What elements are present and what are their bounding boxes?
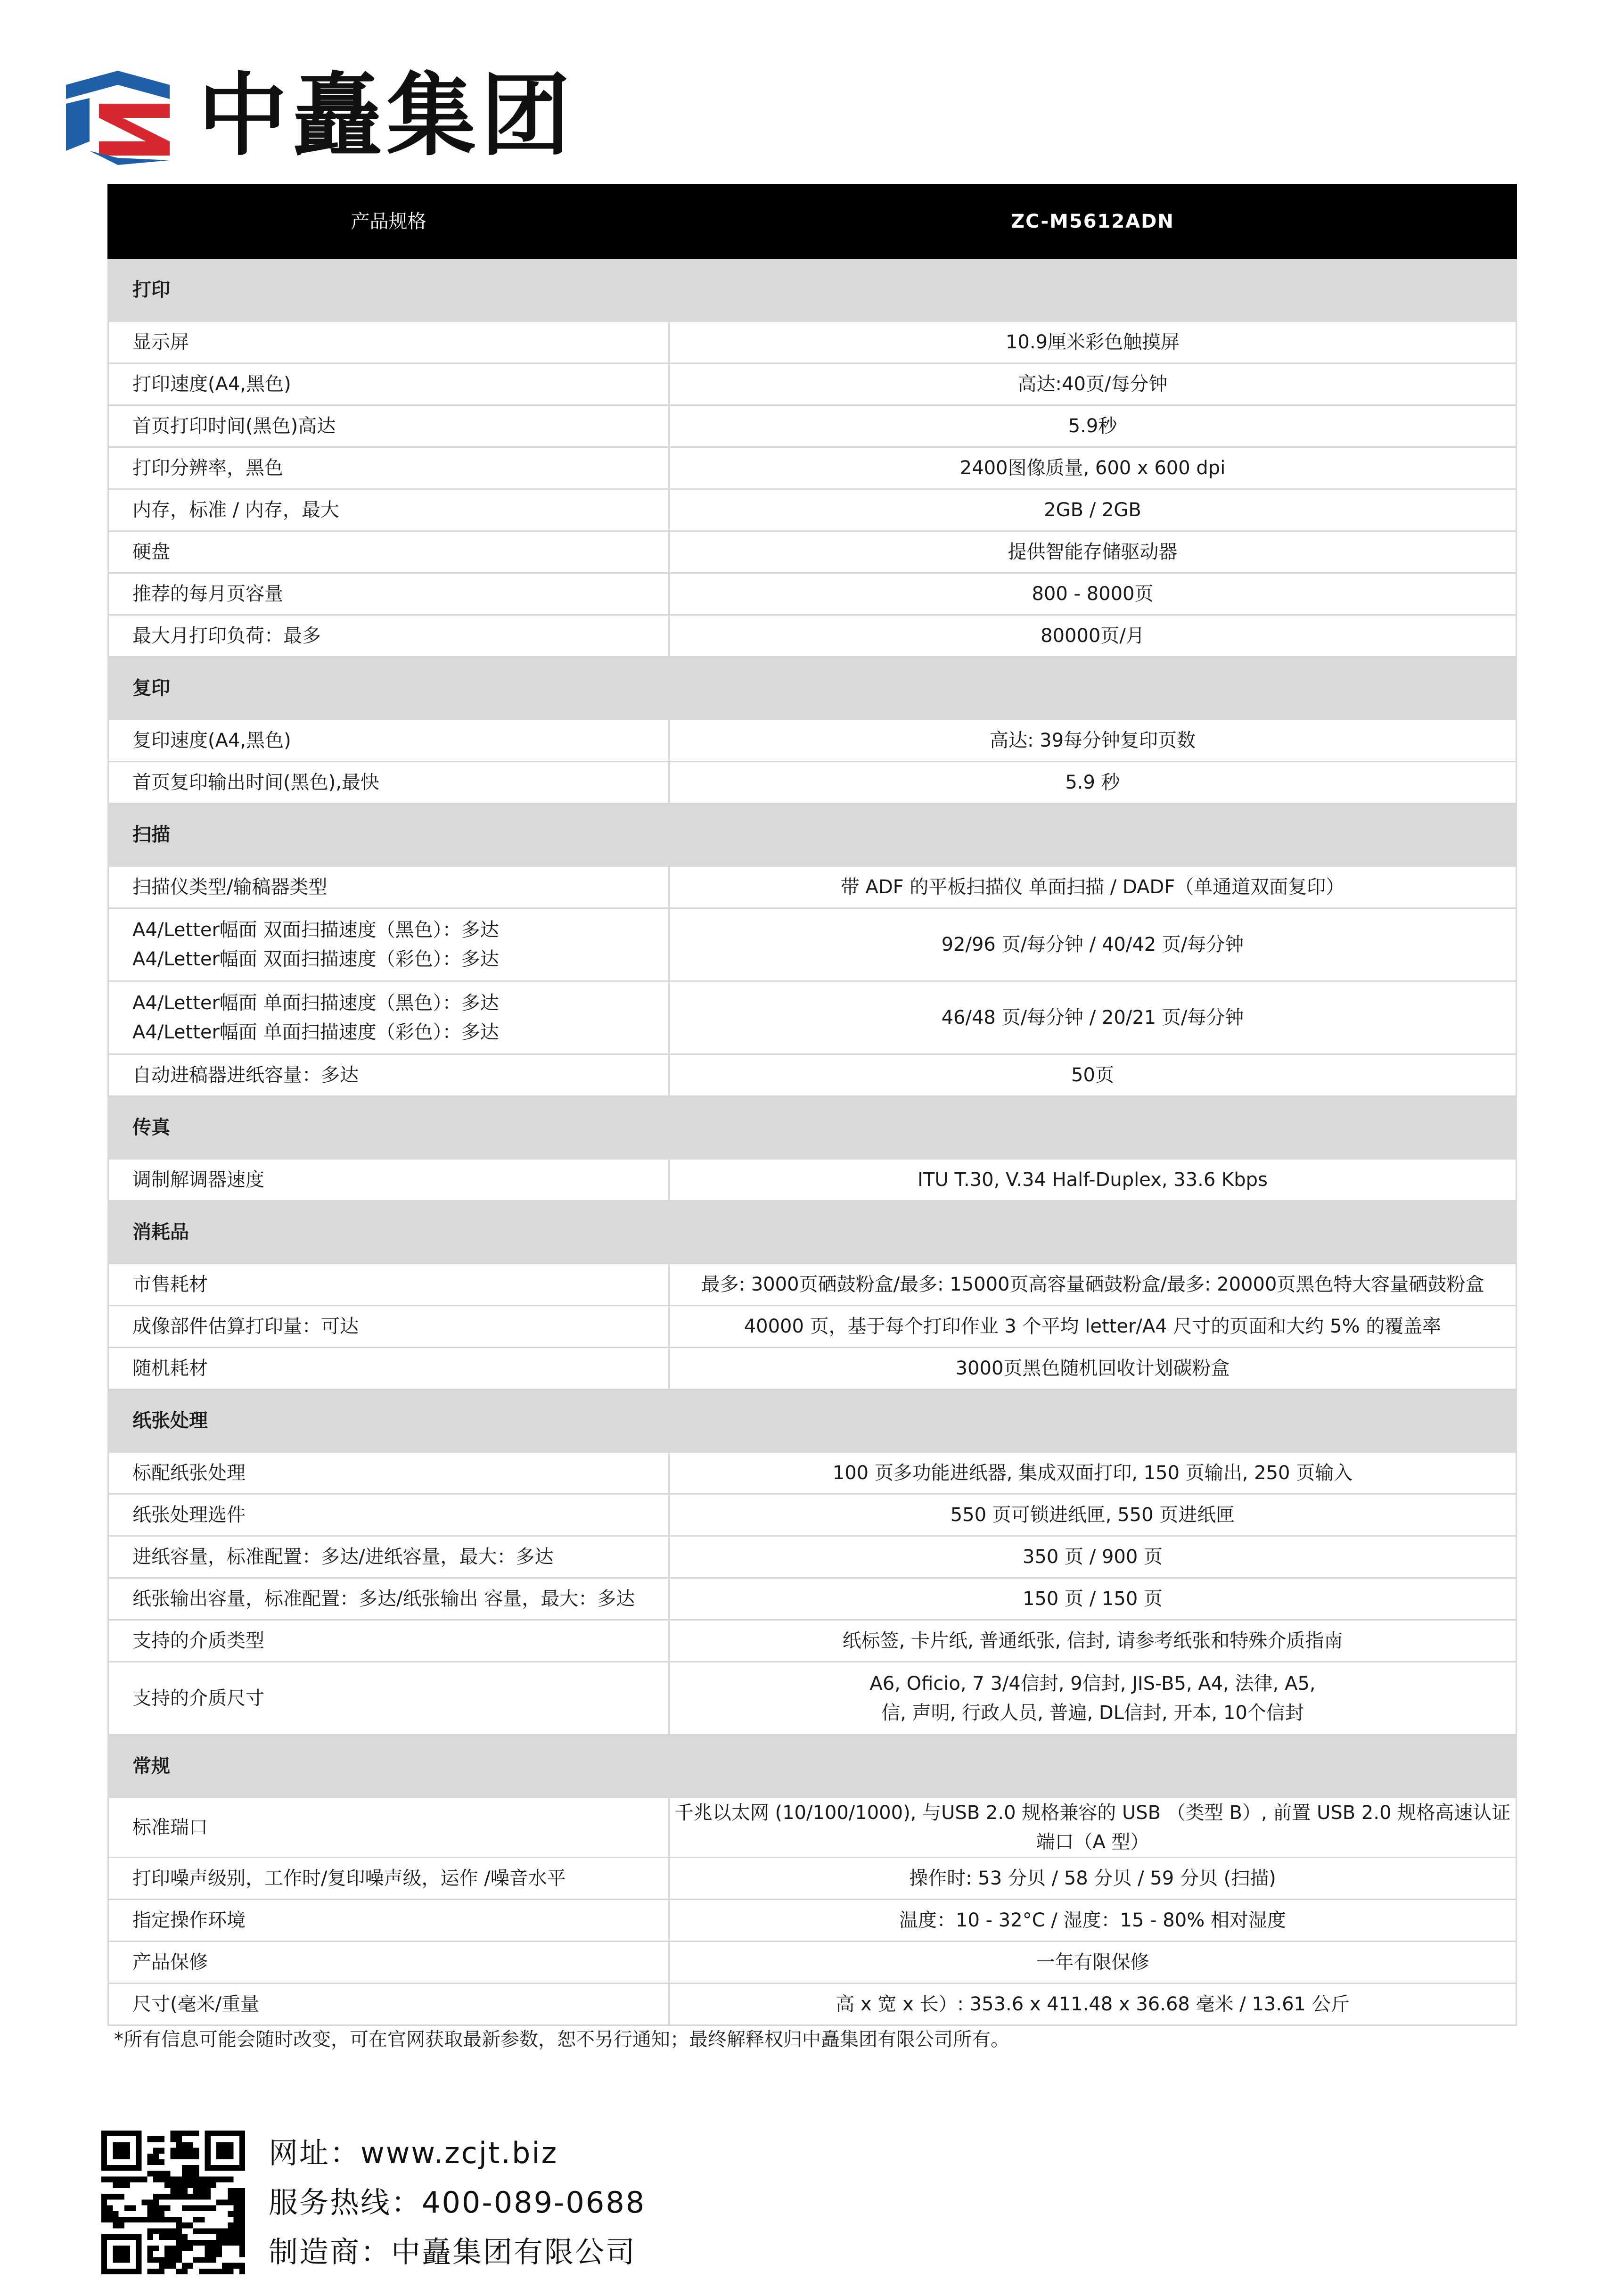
spec-value-line: 带 ADF 的平板扫描仪 单面扫描 / DADF（单通道双面复印） — [840, 876, 1345, 898]
table-row — [108, 573, 1516, 615]
spec-label-line: 打印噪声级别，工作时/复印噪声级，运作 /噪音水平 — [132, 1868, 566, 1889]
spec-value — [669, 1264, 1516, 1306]
spec-value-line: 100 页多功能进纸器, 集成双面打印, 150 页输出, 250 页输入 — [832, 1462, 1353, 1484]
table-row — [108, 1536, 1516, 1578]
table-row — [108, 1159, 1516, 1201]
spec-value-line: 操作时: 53 分贝 / 58 分贝 / 59 分贝 (扫描) — [909, 1868, 1276, 1889]
spec-value-line: 千兆以太网 (10/100/1000), 与USB 2.0 规格兼容的 USB （类型 B）, 前置 USB 2.0 规格高速认证端口（A 型） — [674, 1802, 1511, 1853]
spec-value-line: 高达:40页/每分钟 — [1017, 373, 1168, 395]
spec-value — [669, 866, 1516, 908]
spec-value-line: 2GB / 2GB — [1044, 499, 1141, 521]
spec-label-line: 尺寸(毫米/重量 — [132, 1993, 260, 2015]
spec-label — [108, 321, 669, 363]
spec-value-line: 10.9厘米彩色触摸屏 — [1005, 331, 1180, 353]
spec-value-line: 温度：10 - 32°C / 湿度：15 - 80% 相对湿度 — [899, 1909, 1286, 1931]
spec-value — [669, 1306, 1516, 1348]
spec-label-line: 打印分辨率，黑色 — [132, 457, 283, 479]
table-row — [108, 1900, 1516, 1942]
spec-label-line: A4/Letter幅面 双面扫描速度（彩色）：多达 — [132, 948, 499, 970]
manufacturer-text: 制造商：中矗集团有限公司 — [269, 2235, 637, 2269]
spec-value — [669, 1798, 1516, 1858]
spec-value-line: 5.9 秒 — [1065, 772, 1120, 793]
spec-label-line: 指定操作环境 — [132, 1909, 246, 1931]
spec-label — [108, 447, 669, 489]
spec-label-line: 进纸容量，标准配置：多达/进纸容量，最大：多达 — [132, 1546, 554, 1568]
section-title: 纸张处理 — [108, 1390, 1516, 1452]
spec-table — [107, 184, 1517, 2026]
table-row — [108, 1662, 1516, 1735]
spec-value — [669, 1159, 1516, 1201]
section-title: 常规 — [108, 1735, 1516, 1798]
spec-label — [108, 1578, 669, 1620]
spec-value — [669, 1942, 1516, 1983]
spec-label-line: 硬盘 — [132, 541, 170, 563]
spec-value — [669, 363, 1516, 405]
spec-label — [108, 1942, 669, 1983]
spec-value — [669, 531, 1516, 573]
table-header-row — [108, 185, 1516, 259]
spec-label-line: 成像部件估算打印量：可达 — [132, 1316, 359, 1337]
spec-value — [669, 720, 1516, 762]
table-row — [108, 908, 1516, 981]
table-row — [108, 1264, 1516, 1306]
spec-label — [108, 1452, 669, 1494]
spec-value-line: 46/48 页/每分钟 / 20/21 页/每分钟 — [941, 1007, 1244, 1029]
spec-label — [108, 720, 669, 762]
spec-value-line: 高 x 宽 x 长）: 353.6 x 411.48 x 36.68 毫米 / 13.61 公斤 — [836, 1993, 1350, 2015]
table-row — [108, 1983, 1516, 2025]
spec-label-line: 纸张处理选件 — [132, 1504, 246, 1526]
model-name: ZC-M5612ADN — [669, 185, 1516, 259]
spec-label — [108, 1054, 669, 1096]
spec-label-line: 复印速度(A4,黑色) — [132, 730, 291, 751]
table-row — [108, 1620, 1516, 1662]
table-row — [108, 447, 1516, 489]
section-title: 消耗品 — [108, 1201, 1516, 1264]
footnote: *所有信息可能会随时改变，可在官网获取最新参数，恕不另行通知；最终解释权归中矗集团有限公司所有。 — [114, 2029, 1009, 2050]
company-name-logo: 中矗集团 — [198, 63, 575, 168]
spec-value-line: ITU T.30, V.34 Half-Duplex, 33.6 Kbps — [918, 1169, 1268, 1191]
spec-value — [669, 1348, 1516, 1390]
spec-value-line: 高达: 39每分钟复印页数 — [989, 730, 1196, 751]
spec-label-line: 扫描仪类型/输稿器类型 — [132, 876, 328, 898]
spec-label-line: 产品保修 — [132, 1951, 208, 1973]
spec-value — [669, 489, 1516, 531]
table-row — [108, 1798, 1516, 1858]
spec-value-line: 2400图像质量, 600 x 600 dpi — [959, 457, 1226, 479]
contact-block — [269, 2128, 646, 2277]
table-row — [108, 405, 1516, 447]
table-row — [108, 363, 1516, 405]
spec-label-line: A4/Letter幅面 单面扫描速度（黑色）：多达 — [132, 992, 499, 1014]
table-row — [108, 321, 1516, 363]
spec-value — [669, 1536, 1516, 1578]
spec-label — [108, 363, 669, 405]
spec-value — [669, 1578, 1516, 1620]
table-row — [108, 615, 1516, 657]
spec-label-line: 标配纸张处理 — [132, 1462, 246, 1484]
spec-label — [108, 1620, 669, 1662]
spec-value — [669, 573, 1516, 615]
spec-label — [108, 1798, 669, 1858]
section-header — [108, 804, 1516, 866]
spec-label — [108, 1264, 669, 1306]
spec-label-line: 最大月打印负荷：最多 — [132, 625, 321, 647]
spec-label — [108, 405, 669, 447]
spec-value-line: 信, 声明, 行政人员, 普遍, DL信封, 开本, 10个信封 — [881, 1702, 1304, 1724]
table-row — [108, 1054, 1516, 1096]
section-header — [108, 1201, 1516, 1264]
website-text: 网址：www.zcjt.biz — [269, 2136, 558, 2170]
spec-label-line: 标准瑞口 — [132, 1817, 208, 1838]
section-title: 传真 — [108, 1096, 1516, 1159]
spec-label-line: 显示屏 — [132, 331, 189, 353]
table-row — [108, 762, 1516, 804]
spec-label — [108, 1306, 669, 1348]
table-row — [108, 981, 1516, 1054]
table-row — [108, 866, 1516, 908]
table-row — [108, 489, 1516, 531]
spec-value-line: 一年有限保修 — [1036, 1951, 1149, 1973]
spec-label-line: 随机耗材 — [132, 1358, 208, 1379]
hotline-text: 服务热线：400-089-0688 — [269, 2185, 646, 2220]
spec-value-line: 最多: 3000页硒鼓粉盒/最多: 15000页高容量硒鼓粉盒/最多: 20000页黑色特大容量硒鼓粉盒 — [701, 1274, 1484, 1295]
spec-value — [669, 1858, 1516, 1900]
header-label: 产品规格 — [108, 185, 669, 259]
spec-label-line: A4/Letter幅面 单面扫描速度（彩色）：多达 — [132, 1021, 499, 1043]
table-row — [108, 1578, 1516, 1620]
table-row — [108, 1452, 1516, 1494]
spec-value-line: 纸标签, 卡片纸, 普通纸张, 信封, 请参考纸张和特殊介质指南 — [842, 1630, 1343, 1652]
spec-value — [669, 1452, 1516, 1494]
spec-value — [669, 447, 1516, 489]
section-header — [108, 657, 1516, 720]
spec-label — [108, 1536, 669, 1578]
spec-value — [669, 1900, 1516, 1942]
spec-label — [108, 615, 669, 657]
spec-value-line: 800 - 8000页 — [1032, 583, 1154, 605]
spec-value — [669, 405, 1516, 447]
table-row — [108, 1942, 1516, 1983]
spec-value — [669, 321, 1516, 363]
spec-value — [669, 1620, 1516, 1662]
spec-label-line: 支持的介质尺寸 — [132, 1687, 264, 1709]
table-row — [108, 720, 1516, 762]
spec-label-line: 打印速度(A4,黑色) — [132, 373, 291, 395]
spec-value — [669, 615, 1516, 657]
spec-label — [108, 762, 669, 804]
spec-value-line: 92/96 页/每分钟 / 40/42 页/每分钟 — [941, 934, 1244, 955]
section-header — [108, 1390, 1516, 1452]
section-header — [108, 1096, 1516, 1159]
spec-value — [669, 1662, 1516, 1735]
spec-label-line: 支持的介质类型 — [132, 1630, 264, 1652]
spec-label — [108, 1900, 669, 1942]
spec-label — [108, 531, 669, 573]
qr-code-icon — [101, 2131, 245, 2274]
spec-value-line: 40000 页，基于每个打印作业 3 个平均 letter/A4 尺寸的页面和大约 5% 的覆盖率 — [744, 1316, 1442, 1337]
logo-mark-icon — [61, 71, 170, 165]
spec-label-line: 调制解调器速度 — [132, 1169, 264, 1191]
spec-label — [108, 1983, 669, 2025]
table-row — [108, 1306, 1516, 1348]
spec-label — [108, 1858, 669, 1900]
spec-label — [108, 489, 669, 531]
spec-value-line: 350 页 / 900 页 — [1022, 1546, 1163, 1568]
spec-value-line: 提供智能存储驱动器 — [1008, 541, 1178, 563]
spec-label — [108, 1494, 669, 1536]
section-header — [108, 259, 1516, 321]
company-logo — [61, 61, 580, 170]
spec-value — [669, 981, 1516, 1054]
spec-label-line: 市售耗材 — [132, 1274, 208, 1295]
spec-label-line: 推荐的每月页容量 — [132, 583, 283, 605]
spec-value-line: 3000页黑色随机回收计划碳粉盒 — [955, 1358, 1230, 1379]
table-row — [108, 1858, 1516, 1900]
section-title: 扫描 — [108, 804, 1516, 866]
section-title: 复印 — [108, 657, 1516, 720]
spec-value — [669, 1983, 1516, 2025]
spec-label-line: 首页打印时间(黑色)高达 — [132, 415, 336, 437]
section-header — [108, 1735, 1516, 1798]
spec-label — [108, 908, 669, 981]
spec-value-line: 80000页/月 — [1041, 625, 1145, 647]
table-row — [108, 1348, 1516, 1390]
spec-label-line: 首页复印输出时间(黑色),最快 — [132, 772, 379, 793]
spec-label — [108, 1662, 669, 1735]
spec-value — [669, 762, 1516, 804]
spec-label — [108, 866, 669, 908]
spec-value — [669, 1054, 1516, 1096]
spec-label — [108, 1348, 669, 1390]
spec-label-line: 内存，标准 / 内存，最大 — [132, 499, 339, 521]
spec-label-line: A4/Letter幅面 双面扫描速度（黑色）：多达 — [132, 919, 499, 941]
spec-value — [669, 908, 1516, 981]
table-row — [108, 1494, 1516, 1536]
spec-value-line: 550 页可锁进纸匣, 550 页进纸匣 — [950, 1504, 1235, 1526]
table-row — [108, 531, 1516, 573]
spec-value-line: 50页 — [1071, 1064, 1114, 1086]
spec-label — [108, 981, 669, 1054]
section-title: 打印 — [108, 259, 1516, 321]
spec-label — [108, 1159, 669, 1201]
spec-label-line: 自动进稿器进纸容量：多达 — [132, 1064, 359, 1086]
spec-label — [108, 573, 669, 615]
spec-value-line: 150 页 / 150 页 — [1022, 1588, 1163, 1610]
spec-value-line: A6, Oficio, 7 3/4信封, 9信封, JIS-B5, A4, 法律, A5, — [869, 1673, 1316, 1695]
spec-label-line: 纸张输出容量，标准配置：多达/纸张输出 容量，最大：多达 — [132, 1588, 635, 1610]
spec-value-line: 5.9秒 — [1068, 415, 1117, 437]
spec-value — [669, 1494, 1516, 1536]
